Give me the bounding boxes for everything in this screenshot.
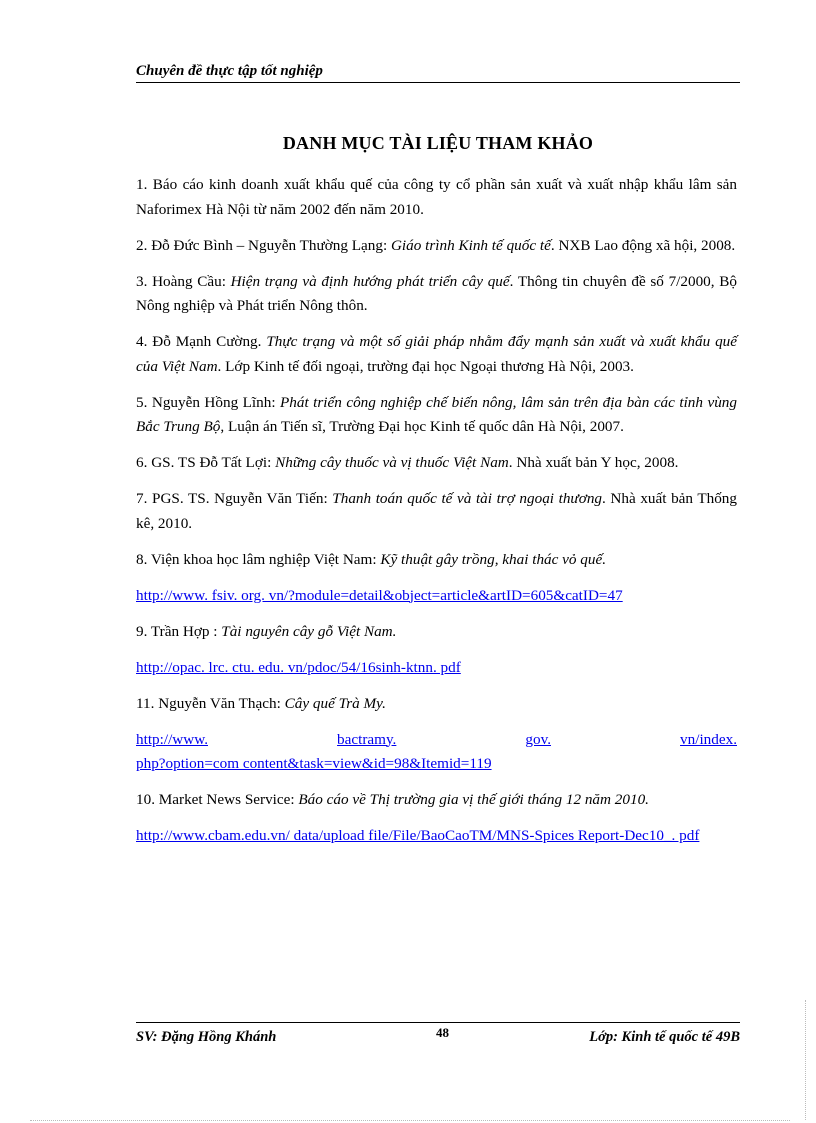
reference-item: 11. Nguyễn Văn Thạch: Cây quế Trà My.: [136, 694, 386, 712]
reference-link[interactable]: http://www.cbam.edu.vn/ data/upload file/File/BaoCaoTM/MNS-Spices Report-Dec10_. pdf: [136, 827, 700, 844]
page-edge-dots: [30, 1120, 790, 1121]
reference-list: [136, 173, 737, 860]
page-number: 48: [436, 1025, 449, 1040]
page-header: [136, 62, 740, 83]
reference-item: 3. Hoàng Cầu: Hiện trạng và định hướng phát triển cây quế. Thông tin chuyên đề số 7/2000, Bộ Nông nghiệp và Phát triển Nông thôn.: [136, 272, 737, 314]
reference-item: 9. Trần Hợp : Tài nguyên cây gỗ Việt Nam.: [136, 622, 397, 640]
page-title: DANH MỤC TÀI LIỆU THAM KHẢO: [282, 133, 594, 153]
student-name: SV: Đặng Hồng Khánh: [136, 1029, 277, 1045]
reference-item: 6. GS. TS Đỗ Tất Lợi: Những cây thuốc và vị thuốc Việt Nam. Nhà xuất bản Y học, 2008.: [136, 454, 679, 471]
reference-link[interactable]: http://www. fsiv. org. vn/?module=detail&object=article&artID=605&catID=47: [136, 586, 623, 604]
reference-link-continued[interactable]: php?option=com content&task=view&id=98&Itemid=119: [136, 755, 492, 772]
reference-item: 2. Đỗ Đức Bình – Nguyễn Thường Lạng: Giáo trình Kinh tế quốc tế. NXB Lao động xã hội, 2008.: [136, 236, 736, 254]
page-edge-dots-vertical: [805, 1000, 806, 1120]
reference-item: 4. Đỗ Mạnh Cường. Thực trạng và một số giải pháp nhằm đẩy mạnh sản xuất và xuất khẩu quế của Việt Nam. Lớp Kinh tế đối ngoại, trường đại học Ngoại thương Hà Nội, 2003.: [136, 333, 737, 375]
reference-item: 8. Viện khoa học lâm nghiệp Việt Nam: Kỹ thuật gây trồng, khai thác vỏ quế.: [136, 550, 607, 568]
reference-item: 7. PGS. TS. Nguyễn Văn Tiến: Thanh toán quốc tế và tài trợ ngoại thương. Nhà xuất bản Thống kê, 2010.: [136, 490, 737, 532]
reference-item: 10. Market News Service: Báo cáo về Thị trường gia vị thế giới tháng 12 năm 2010.: [136, 791, 649, 808]
reference-item: 1. Báo cáo kinh doanh xuất khẩu quế của công ty cổ phần sản xuất và xuất nhập khẩu lâm sản Naforimex Hà Nội từ năm 2002 đến năm 2010.: [136, 176, 737, 218]
class-name: Lớp: Kinh tế quốc tế 49B: [589, 1029, 740, 1045]
header-text: Chuyên đề thực tập tốt nghiệp: [136, 63, 323, 79]
reference-item: 5. Nguyễn Hồng Lĩnh: Phát triển công nghiệp chế biến nông, lâm sản trên địa bàn các tỉnh vùng Bắc Trung Bộ, Luận án Tiến sĩ, Trường Đại học Kinh tế quốc dân Hà Nội, 2007.: [136, 393, 737, 435]
reference-link[interactable]: http://opac. lrc. ctu. edu. vn/pdoc/54/16sinh-ktnn. pdf: [136, 658, 461, 676]
reference-link[interactable]: http://www. bactramy. gov. vn/index.: [136, 730, 737, 748]
footer-divider: [136, 1022, 740, 1023]
